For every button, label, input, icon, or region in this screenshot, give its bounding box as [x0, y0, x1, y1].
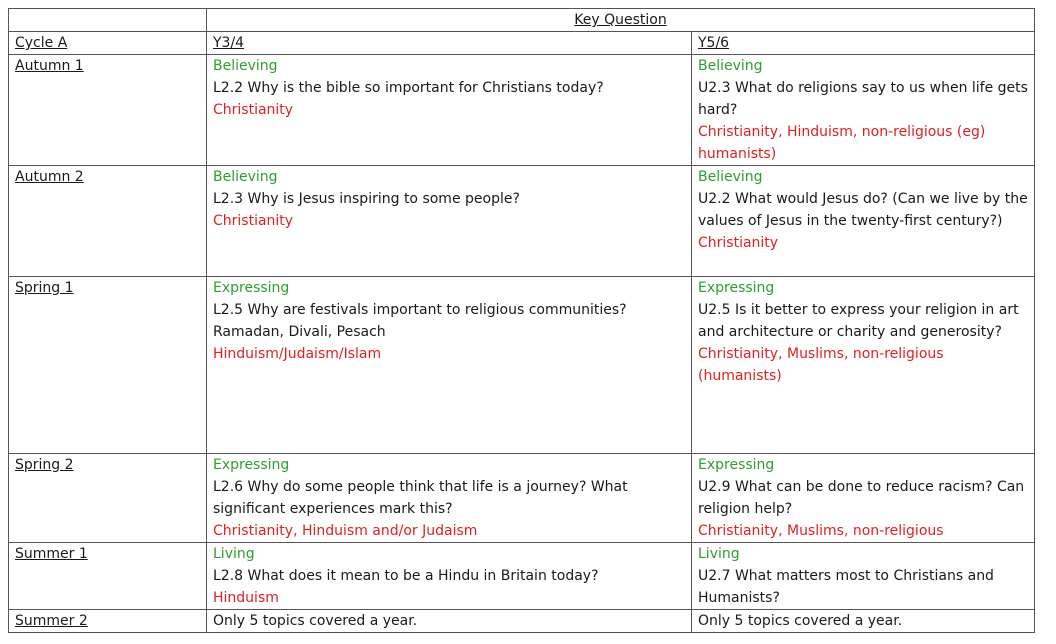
strand-label: Expressing	[213, 457, 290, 473]
strand-label: Believing	[213, 169, 278, 185]
table-row	[9, 454, 1035, 543]
y56-cell	[692, 277, 1035, 454]
strand-label: Believing	[698, 169, 763, 185]
y34-label: Y3/4	[213, 35, 245, 51]
y34-cell	[207, 277, 692, 454]
table-row	[9, 610, 1035, 633]
question-text: L2.8 What does it mean to be a Hindu in Britain today?	[213, 568, 599, 584]
cycle-header-cell	[9, 32, 207, 55]
y34-cell	[207, 454, 692, 543]
term-label: Summer 2	[15, 613, 88, 629]
note-text: Only 5 topics covered a year.	[698, 613, 903, 629]
question-text: L2.2 Why is the bible so important for Christians today?	[213, 80, 604, 96]
religion-text: Christianity, Muslims, non-religious (humanists)	[698, 346, 944, 384]
term-label: Spring 1	[15, 280, 74, 296]
cycle-label: Cycle A	[15, 35, 68, 51]
key-question-table	[8, 8, 1035, 633]
strand-label: Expressing	[698, 280, 775, 296]
question-text: U2.7 What matters most to Christians and Humanists?	[698, 568, 994, 606]
strand-label: Living	[698, 546, 740, 562]
term-cell	[9, 454, 207, 543]
table-row	[9, 55, 1035, 166]
religion-text: Christianity, Hinduism and/or Judaism	[213, 523, 478, 539]
y56-cell	[692, 610, 1035, 633]
y56-label: Y5/6	[698, 35, 730, 51]
term-cell	[9, 543, 207, 610]
question-text: L2.5 Why are festivals important to religious communities?	[213, 302, 627, 318]
y34-cell	[207, 543, 692, 610]
key-question-cell	[207, 9, 1035, 32]
term-cell	[9, 166, 207, 277]
key-question-heading: Key Question	[574, 12, 667, 28]
term-cell	[9, 55, 207, 166]
term-label: Autumn 1	[15, 58, 84, 74]
empty-corner-cell	[9, 9, 207, 32]
term-label: Autumn 2	[15, 169, 84, 185]
note-text: Only 5 topics covered a year.	[213, 613, 418, 629]
y34-cell	[207, 55, 692, 166]
y56-cell	[692, 166, 1035, 277]
religion-text: Christianity, Hinduism, non-religious (eg) humanists)	[698, 124, 986, 162]
table-row	[9, 166, 1035, 277]
y34-cell	[207, 166, 692, 277]
strand-label: Believing	[213, 58, 278, 74]
term-label: Spring 2	[15, 457, 74, 473]
question-text: U2.9 What can be done to reduce racism? Can religion help?	[698, 479, 1025, 517]
question-text: L2.3 Why is Jesus inspiring to some people?	[213, 191, 520, 207]
religion-text: Hinduism	[213, 590, 279, 606]
column-header-row	[9, 32, 1035, 55]
strand-label: Expressing	[698, 457, 775, 473]
religion-text: Christianity	[698, 235, 779, 251]
term-cell	[9, 277, 207, 454]
religion-text: Christianity	[213, 102, 294, 118]
strand-label: Expressing	[213, 280, 290, 296]
y34-cell	[207, 610, 692, 633]
term-cell	[9, 610, 207, 633]
question-text: U2.5 Is it better to express your religion in art and architecture or charity and generosity?	[698, 302, 1019, 340]
festivals-text: Ramadan, Divali, Pesach	[213, 324, 386, 340]
table-row	[9, 543, 1035, 610]
question-text: U2.3 What do religions say to us when life gets hard?	[698, 80, 1028, 118]
strand-label: Living	[213, 546, 255, 562]
religion-text: Hinduism/Judaism/Islam	[213, 346, 382, 362]
religion-text: Christianity, Muslims, non-religious	[698, 523, 944, 539]
question-text: U2.2 What would Jesus do? (Can we live by the values of Jesus in the twenty-first century?)	[698, 191, 1028, 229]
table-row	[9, 277, 1035, 454]
question-text: L2.6 Why do some people think that life is a journey? What significant experiences mark this?	[213, 479, 628, 517]
y56-header-cell	[692, 32, 1035, 55]
y56-cell	[692, 543, 1035, 610]
key-question-row	[9, 9, 1035, 32]
y56-cell	[692, 55, 1035, 166]
religion-text: Christianity	[213, 213, 294, 229]
term-label: Summer 1	[15, 546, 88, 562]
strand-label: Believing	[698, 58, 763, 74]
y34-header-cell	[207, 32, 692, 55]
y56-cell	[692, 454, 1035, 543]
